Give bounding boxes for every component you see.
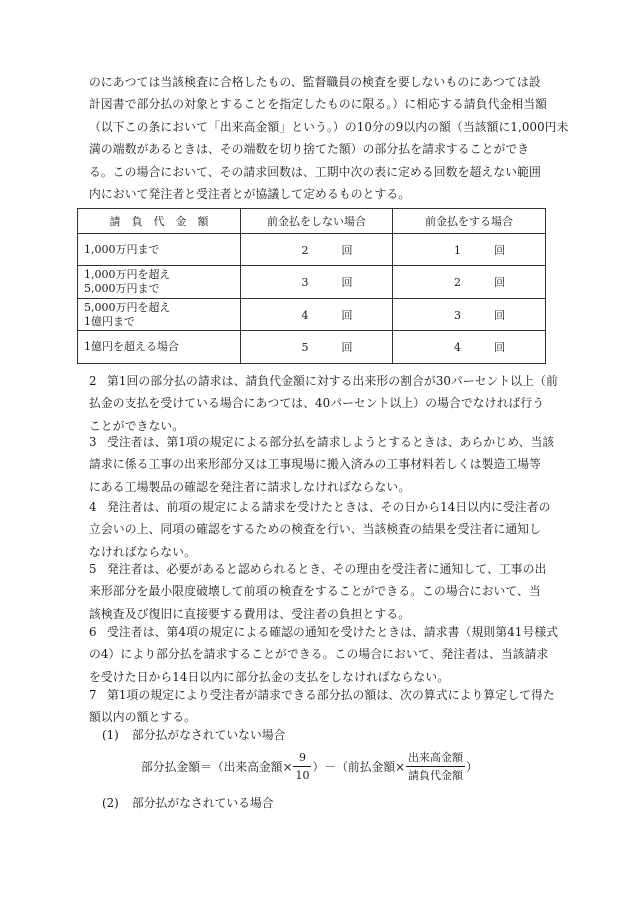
paragraph-line: 額以内の額とする。 [89,710,197,725]
paragraph-line: 第1項の規定により受注者が請求できる部分払の額は、次の算式により算定して得た [107,688,555,702]
paragraph-line: 受注者は、第1項の規定による部分払を請求しようとするときは、あらかじめ、当該 [107,435,555,449]
intro-paragraph [89,71,568,205]
paragraph-6-continued [89,643,548,688]
count-unit: 回 [494,341,505,354]
count-without-advance [241,234,393,266]
amount-cell [78,234,241,266]
intro-line: る。この場合において、その請求回数は、工期中次の表に定める回数を超えない範囲 [89,164,541,179]
formula-open-paren: （ [211,759,224,774]
amount-text: 5,000万円まで [84,282,160,295]
intro-line: （以下この条において「出来高金額」という。）の10分の9以内の額（当該額に1,000円未 [89,119,569,134]
amount-text: 1億円まで [84,314,135,328]
paragraph-line: 受注者は、第4項の規定による確認の通知を受けたときは、請求書（規則第41号様式 [107,625,559,639]
sub-item-label: (2) [102,796,119,810]
paragraph-4-continued [89,518,541,563]
count-value: 4 [301,308,309,322]
fraction-denominator: 10 [293,766,311,783]
paragraph-line: 発注者は、前項の規定による請求を受けたときは、その日から14日以内に受注者の [107,500,551,514]
formula-lhs: 部分払金額＝ [141,759,212,774]
count-value: 3 [454,308,461,322]
paragraph-number: 3 [89,435,97,449]
paragraph-line: ことができない。 [89,418,185,433]
count-with-advance [393,266,546,299]
paragraph-number: 7 [89,688,97,702]
intro-line: 満の端数があるときは、その端数を切り捨てた額）の部分払を請求することができ [89,142,530,157]
paragraph-line: の4）により部分払を請求することができる。この場合において、発注者は、当該請求 [89,647,549,662]
count-unit: 回 [341,308,353,322]
paragraph-line: 該検査及び復旧に直接要する費用は、受注者の負担とする。 [89,606,411,621]
partial-payment-formula [141,746,478,786]
sub-item-text: 部分払がなされている場合 [132,796,274,810]
count-value: 2 [301,243,309,257]
count-unit: 回 [494,243,505,257]
amount-text: 1,000万円を超え [84,268,171,281]
count-without-advance [241,299,393,331]
table-row [78,331,546,364]
fraction-nine-tenths [293,750,311,783]
partial-payment-count-table [77,208,546,364]
paragraph-6 [107,621,558,643]
formula-close-paren: ） [312,759,325,774]
paragraph-line: 来形部分を最小限度破壊して前項の検査をすることができる。この場合において、当 [89,584,541,599]
paragraph-3-continued [89,453,541,498]
paragraph-7 [107,684,555,706]
fraction-numerator: 出来高金額 [408,750,463,764]
paragraph-line: 請求に係る工事の出来形部分又は工事現場に搬入済みの工事材料若しくは製造工場等 [89,457,542,472]
paragraph-4 [107,496,551,518]
paragraph-line: 払金の支払を受けている場合にあつては、40パーセント以上）の場合でなければ行う [89,396,545,411]
amount-text: 5,000万円を超え [84,300,171,314]
paragraph-2 [107,370,558,392]
count-value: 3 [301,276,309,289]
paragraph-5-continued [89,580,541,625]
count-unit: 回 [341,243,353,257]
count-without-advance [241,331,393,364]
count-value: 5 [301,341,309,354]
sub-item-label: (1) [102,728,119,742]
count-unit: 回 [341,276,353,289]
intro-line: 内において発注者と受注者とが協議して定めるものとする。 [89,186,411,201]
count-with-advance [393,234,546,266]
table-header-row [78,209,546,234]
formula-term: 前払金額× [347,759,405,774]
count-unit: 回 [494,276,505,289]
count-value: 2 [454,276,461,289]
count-value: 1 [454,243,461,257]
fraction-denominator: 請負代金額 [406,766,465,783]
count-with-advance [393,299,546,331]
count-unit: 回 [494,308,505,322]
count-value: 4 [454,341,461,354]
header-with-advance: 前金払をする場合 [393,209,546,234]
amount-cell [78,266,241,299]
fraction-progress-ratio [406,750,465,783]
paragraph-number: 5 [89,562,97,576]
count-unit: 回 [341,341,353,354]
amount-text: 1,000万円まで [84,242,160,256]
count-without-advance [241,266,393,299]
sub-item-text: 部分払がなされていない場合 [132,728,286,742]
paragraph-number: 6 [89,625,97,639]
paragraph-number: 4 [89,500,97,514]
amount-text: 1億円を超える場合 [84,340,179,353]
amount-cell [78,331,241,364]
header-without-advance: 前金払をしない場合 [241,209,393,234]
formula-minus: － [324,759,337,774]
header-contract-amount: 請 負 代 金 額 [78,209,241,234]
paragraph-line: を受けた日から14日以内に部分払金の支払をしなければならない。 [89,669,450,684]
paragraph-number: 2 [89,374,97,388]
paragraph-line: 発注者は、必要があると認められるとき、その理由を受注者に通知して、工事の出 [107,562,547,576]
formula-term: 出来高金額× [223,759,293,774]
paragraph-line: 立会いの上、同項の確認をするための検査を行い、当該検査の結果を受注者に通知し [89,522,542,537]
table-row [78,299,546,331]
table-row [78,234,546,266]
intro-line: のにあつては当該検査に合格したもの、監督職員の検査を要しないものにあつては設 [89,75,541,89]
table-row [78,266,546,299]
formula-open-paren: （ [336,759,348,774]
paragraph-line: にある工場製品の確認を発注者に請求しなければならない。 [89,479,411,494]
paragraph-line: なければならない。 [89,544,197,559]
paragraph-3 [107,431,554,453]
count-with-advance [393,331,546,364]
paragraph-line: 第1回の部分払の請求は、請負代金額に対する出来形の割合が30パーセント以上（前 [107,374,558,388]
formula-close-paren: ） [466,759,478,774]
amount-cell [78,299,241,331]
fraction-numerator: 9 [298,750,306,764]
paragraph-5 [107,558,546,580]
intro-line: 計図書で部分払の対象とすることを指定したものに限る。）に相応する請負代金相当額 [89,97,548,112]
